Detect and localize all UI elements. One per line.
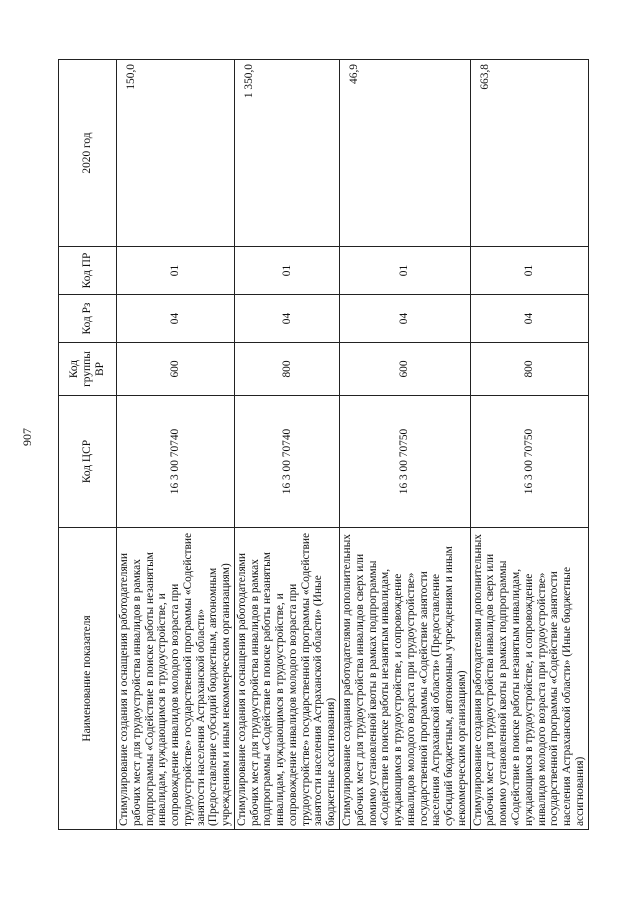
row-csr: 16 3 00 70740 [234,396,339,528]
col-header-pr: Код ПР [59,247,117,295]
row-rz: 04 [340,295,471,343]
row-vr: 600 [117,343,235,396]
row-pr: 01 [470,247,588,295]
row-vr: 800 [234,343,339,396]
row-amount: 1 350,0 [234,60,339,247]
row-name: Стимулирование создания работодателями дополнительных рабочих мест для трудоустройства инвалидов сверх или помимо установленной квоты в рамках подпрограммы «Содействие в поиске работы незанятым инвалидам, нуждающимся в трудоустройстве, и сопровождение инвалидов молодого возраста при трудоустройстве» государственной программы «Содействие занятости населения Астраханской области» (Иные бюджетные ассигнования) [470,528,588,830]
row-csr: 16 3 00 70740 [117,396,235,528]
table-row [234,60,339,830]
row-csr: 16 3 00 70750 [470,396,588,528]
row-pr: 01 [340,247,471,295]
row-pr: 01 [117,247,235,295]
col-header-csr: Код ЦСР [59,396,117,528]
table-row [340,60,471,830]
budget-table [58,59,589,830]
page-number: 907 [20,428,34,446]
row-csr: 16 3 00 70750 [340,396,471,528]
row-vr: 800 [470,343,588,396]
row-pr: 01 [234,247,339,295]
row-rz: 04 [117,295,235,343]
rotated-table-container [58,60,586,830]
row-rz: 04 [234,295,339,343]
row-name: Стимулирование создания работодателями дополнительных рабочих мест для трудоустройства инвалидов сверх или помимо установленной квоты в рамках подпрограммы «Содействие в поиске работы незанятым инвалидам, нуждающимся в трудоустройстве, и сопровождение инвалидов молодого возраста при трудоустройстве» государственной программы «Содействие занятости населения Астраханской области» (Предоставление субсидий бюджетным, автономным учреждениям и иным некоммерческим организациям) [340,528,471,830]
row-name: Стимулирование создания и оснащения работодателями рабочих мест для трудоустройства инвалидов в рамках подпрограммы «Содействие в поиске работы незанятым инвалидам, нуждающимся в трудоустройстве, и сопровождение инвалидов молодого возраста при трудоустройстве» государственной программы «Содействие занятости населения Астраханской области» (Предоставление субсидий бюджетным, автономным учреждениям и иным некоммерческим организациям) [117,528,235,830]
row-rz: 04 [470,295,588,343]
row-amount: 663,8 [470,60,588,247]
row-vr: 600 [340,343,471,396]
table-row [470,60,588,830]
header-row [59,60,117,830]
row-name: Стимулирование создания и оснащения работодателями рабочих мест для трудоустройства инвалидов в рамках подпрограммы «Содействие в поиске работы незанятым инвалидам, нуждающимся в трудоустройстве, и сопровождение инвалидов молодого возраста при трудоустройстве» государственной программы «Содействие занятости населения Астраханской области» (Иные бюджетные ассигнования) [234,528,339,830]
col-header-name: Наименование показателя [59,528,117,830]
col-header-vr: Код группы ВР [59,343,117,396]
col-header-year: 2020 год [59,60,117,247]
col-header-rz: Код Рз [59,295,117,343]
row-amount: 150,0 [117,60,235,247]
row-amount: 46,9 [340,60,471,247]
table-row [117,60,235,830]
